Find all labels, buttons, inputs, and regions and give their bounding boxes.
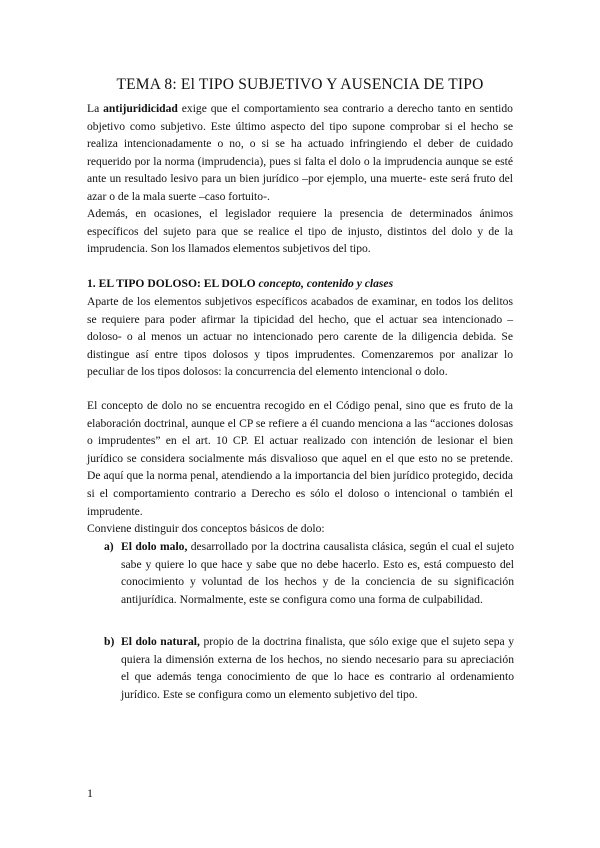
- list-marker: a): [104, 540, 114, 553]
- section-paragraph-2: El concepto de dolo no se encuentra recogido en el Código penal, sino que es fruto de la elaboración doctrinal, aunque el CP se refiere a él cuando menciona a las “acciones dolosas o imprudentes” en el art. 10 CP. El actuar realizado con intención de lesionar el bien jurídico se considera socialmente más disvalioso que aquel en el que esto no se pretende. De aquí que la norma penal, atendiendo a la importancia del bien jurídico protegido, decida si el comportamiento contrario a Derecho es sólo el doloso o intencional o también el imprudente.: [87, 399, 513, 518]
- list-item-a: [104, 538, 514, 608]
- intro-paragraph-2: Además, en ocasiones, el legislador requiere la presencia de determinados ánimos específicos del sujeto para que se realice el tipo de injusto, distintos del dolo y de la imprudencia. Son los llamados elementos subjetivos del tipo.: [87, 207, 513, 256]
- section-paragraph-3: Conviene distinguir dos conceptos básicos de dolo:: [87, 522, 325, 535]
- list-item-b: [104, 633, 514, 703]
- list-item-bold: El dolo natural,: [121, 635, 200, 648]
- section-heading: [87, 275, 513, 293]
- intro-lead: La: [87, 102, 104, 115]
- section-heading-italic: concepto, contenido y clases: [258, 277, 394, 290]
- list-item-text: [121, 633, 514, 703]
- intro-paragraph-1: [87, 100, 513, 206]
- intro-bold-term: antijuridicidad: [103, 102, 178, 115]
- list-item-rest: desarrollado por la doctrina causalista clásica, según el cual el sujeto sabe y quiere lo que hace y sabe que no debe hacerlo. Esto es, está compuesto del conocimiento y voluntad de los hechos y de la conciencia de su significación antijurídica. Normalmente, este se configura como una forma de culpabilidad.: [121, 540, 514, 606]
- page-title: TEMA 8: El TIPO SUBJETIVO Y AUSENCIA DE TIPO: [116, 76, 484, 93]
- page-number: 1: [87, 786, 93, 800]
- list-item-bold: El dolo malo,: [121, 540, 188, 553]
- list-item-rest: propio de la doctrina finalista, que sólo exige que el sujeto sepa y quiera la dimensión externa de los hechos, no siendo necesario para su apreciación el que además tenga conocimiento de que lo hace es contrario al ordenamiento jurídico. Este se configura como un elemento subjetivo del tipo.: [121, 635, 514, 701]
- list-marker: b): [104, 635, 115, 648]
- section-paragraph-1: Aparte de los elementos subjetivos específicos acabados de examinar, en todos los delitos se requiere para poder afirmar la tipicidad del hecho, que el actuar sea intencionado –doloso- o al menos un actuar no intencionado pero carente de la diligencia debida. Se distingue así entre tipos dolosos y tipos imprudentes. Comenzaremos por analizar lo peculiar de los tipos dolosos: la concurrencia del elemento intencional o dolo.: [87, 295, 513, 379]
- intro-rest: exige que el comportamiento sea contrario a derecho tanto en sentido objetivo como subjetivo. Este último aspecto del tipo supone comprobar si el hecho se realiza intencionadamente o no, o si se ha actuado infringiendo el deber de cuidado requerido por la norma (imprudencia), pues si falta el dolo o la imprudencia aunque se esté ante un resultado lesivo para un bien jurídico –por ejemplo, una muerte- este será fruto del azar o de la mala suerte –caso fortuito-.: [87, 102, 513, 203]
- list-item-text: [121, 538, 514, 608]
- section-heading-main: 1. EL TIPO DOLOSO: EL DOLO: [87, 277, 259, 290]
